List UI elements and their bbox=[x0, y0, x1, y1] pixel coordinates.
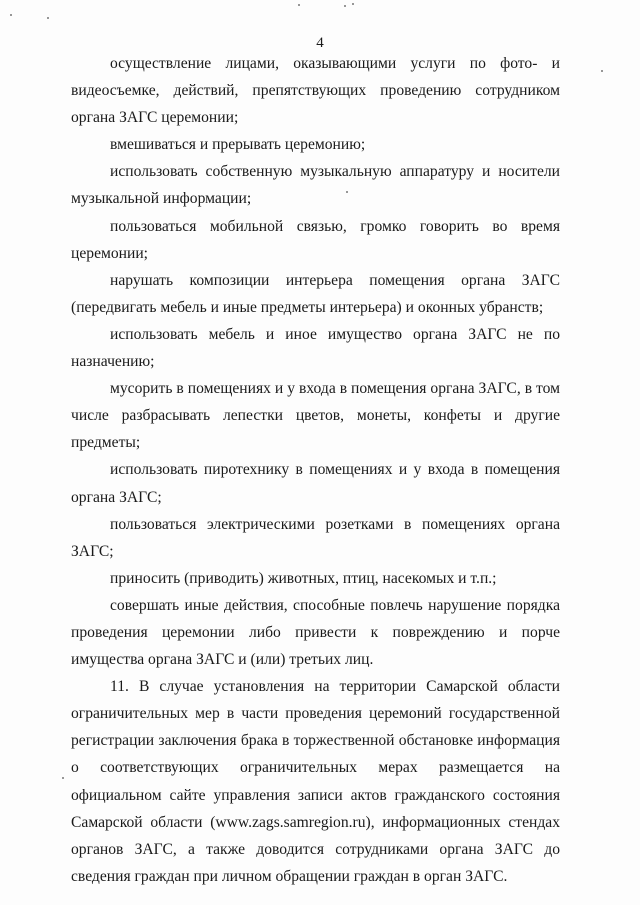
paragraph: использовать мебель и иное имущество органа ЗАГС не по назначению; bbox=[71, 325, 560, 371]
paragraph: совершать иные действия, способные повлечь нарушение порядка проведения церемонии либо привести к повреждению и порче имущества органа ЗАГС и (или) третьих лиц. bbox=[71, 596, 560, 669]
paragraph: нарушать композиции интерьера помещения органа ЗАГС (передвигать мебель и иные предметы интерьера) и оконных убранств; bbox=[71, 271, 560, 316]
paragraph: использовать собственную музыкальную аппаратуру и носители музыкальной информации; bbox=[71, 163, 560, 208]
scan-speck bbox=[298, 4, 300, 6]
scan-speck bbox=[47, 17, 49, 19]
paragraph: пользоваться мобильной связью, громко говорить во время церемонии; bbox=[71, 217, 560, 262]
paragraph: 11. В случае установления на территории Самарской области ограничительных мер в части проведения церемоний государственной регистрации заключения брака в торжественной обстановке информация о соответствующих ограничительных мерах размещается на официальном сайте управления записи актов гражданского состояния Самарской области (www.zags.samregion.ru), информационных стендах органов ЗАГС, а также доводится сотрудниками органа ЗАГС до сведения граждан при личном обращении граждан в орган ЗАГС. bbox=[71, 678, 560, 885]
scan-speck bbox=[10, 14, 12, 16]
paragraph: пользоваться электрическими розетками в помещениях органа ЗАГС; bbox=[71, 515, 560, 560]
document-body bbox=[71, 50, 560, 890]
scan-speck bbox=[352, 3, 354, 5]
scan-speck bbox=[344, 5, 346, 7]
paragraph: вмешиваться и прерывать церемонию; bbox=[110, 136, 366, 154]
paragraph: использовать пиротехнику в помещениях и у входа в помещения органа ЗАГС; bbox=[71, 461, 560, 506]
paragraph: приносить (приводить) животных, птиц, насекомых и т.п.; bbox=[110, 569, 497, 587]
scan-speck bbox=[601, 70, 603, 72]
paragraph: мусорить в помещениях и у входа в помещения органа ЗАГС, в том числе разбрасывать лепестки цветов, монеты, конфеты и другие предметы; bbox=[71, 380, 560, 452]
scan-speck bbox=[62, 777, 64, 779]
page-number: 4 bbox=[316, 35, 324, 51]
paragraph: осуществление лицами, оказывающими услуги по фото- и видеосъемке, действий, препятствующих проведению сотрудником органа ЗАГС церемонии; bbox=[71, 55, 560, 127]
